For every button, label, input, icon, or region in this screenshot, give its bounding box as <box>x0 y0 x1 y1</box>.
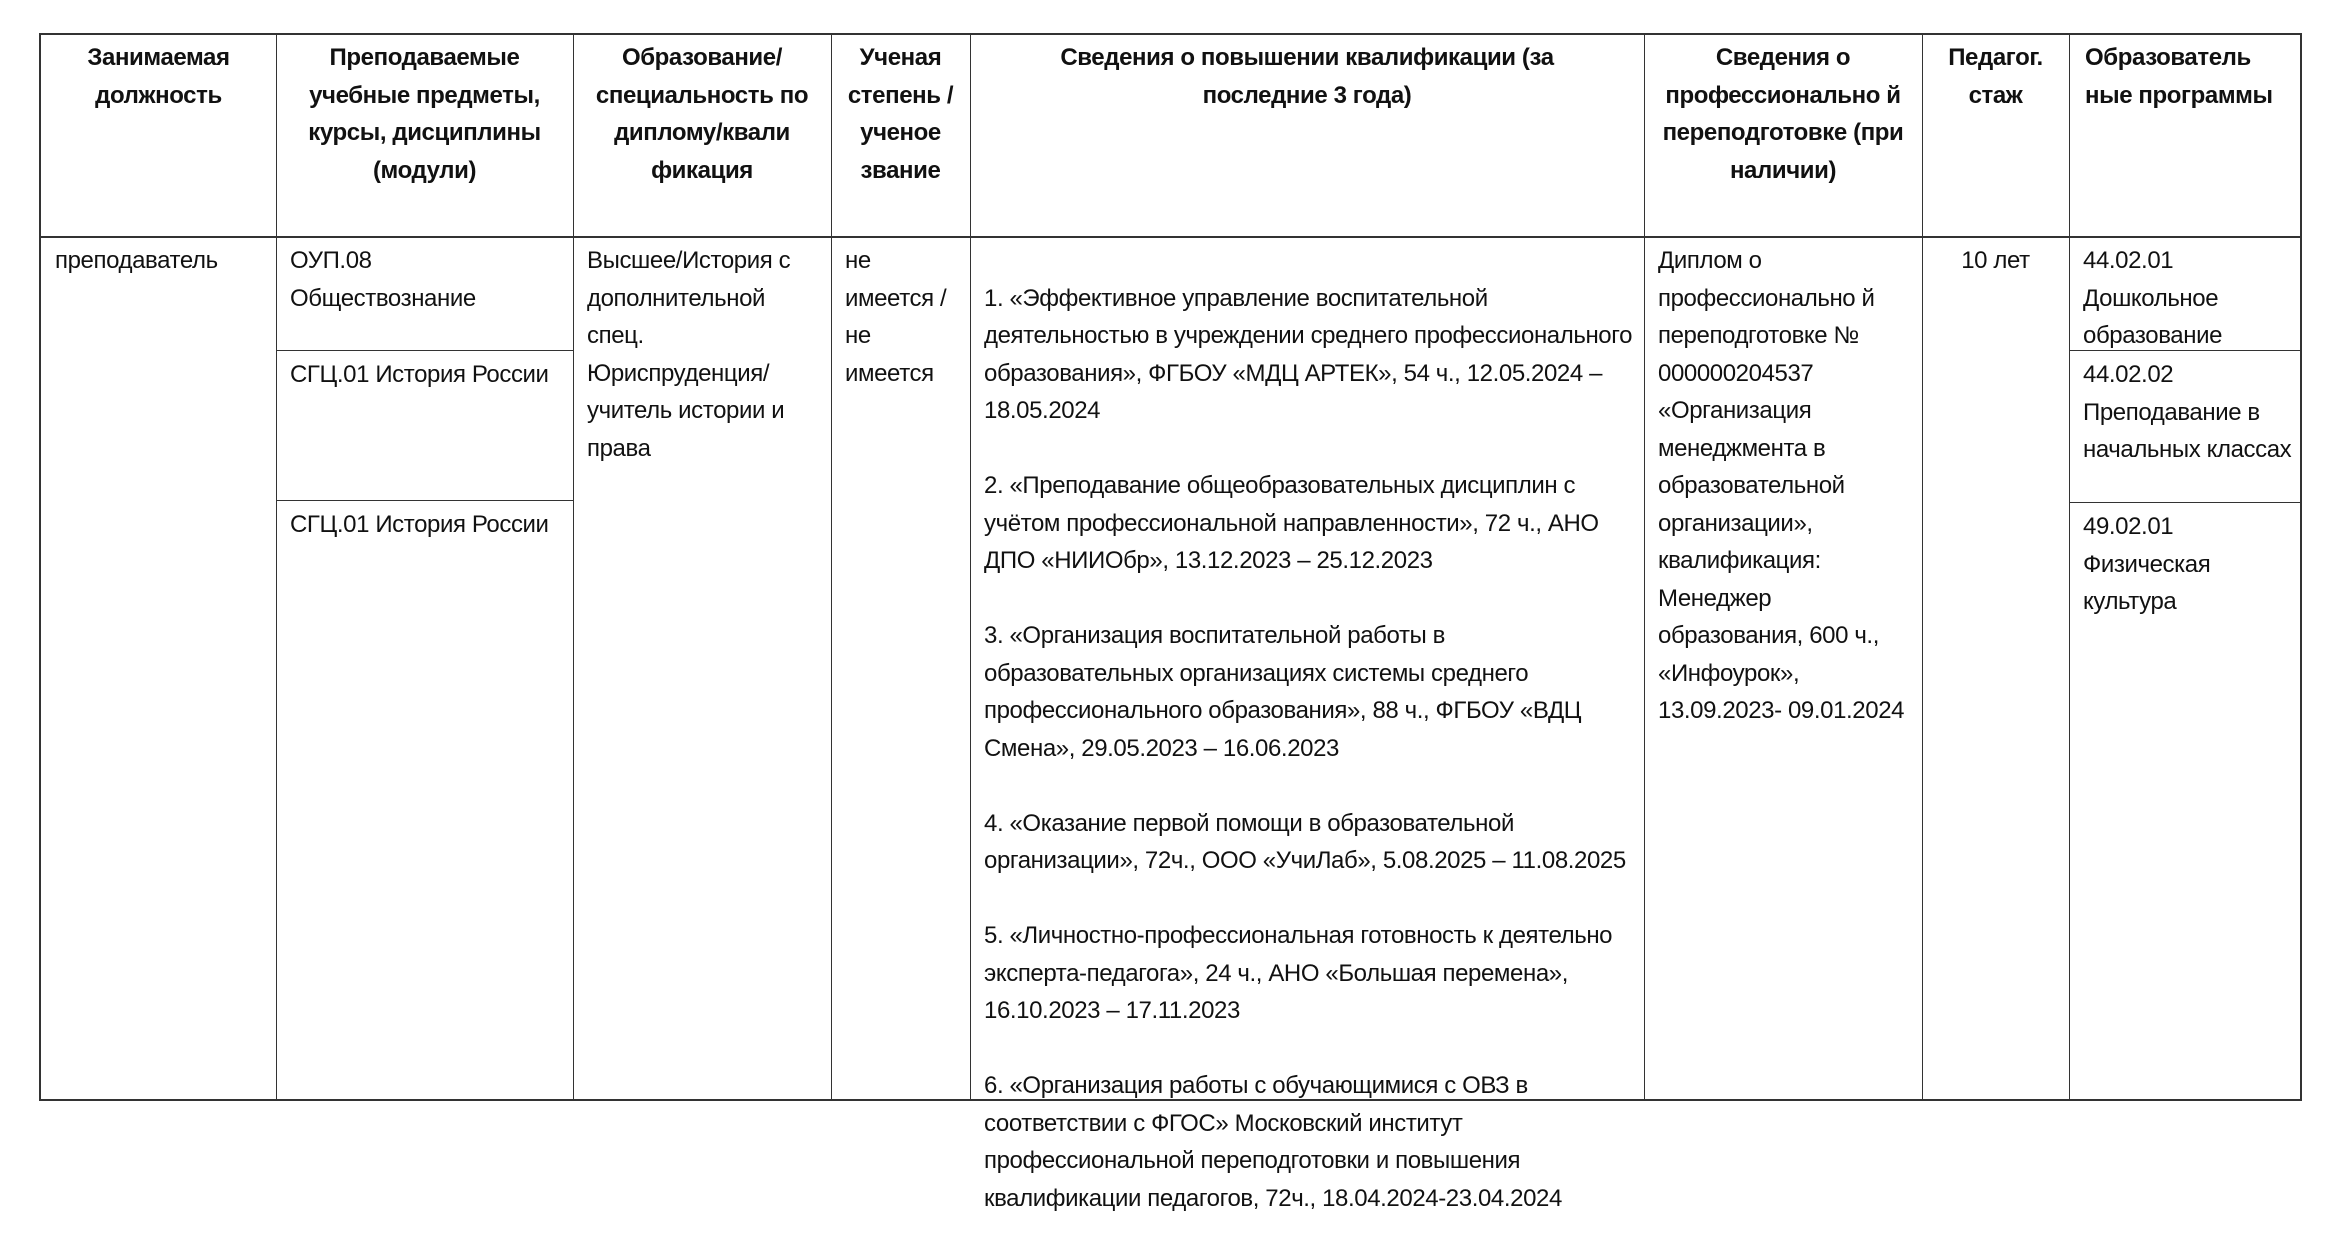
subject-item: СГЦ.01 История России <box>290 511 549 538</box>
qualification-course: 2. «Преподавание общеобразовательных дисциплин с учётом профессиональной направленности», 72 ч., АНО ДПО «НИИОбр», 13.12.2023 – 25.12.2023 <box>984 472 1599 574</box>
program-item: 44.02.02 Преподавание в начальных классах <box>2083 361 2292 463</box>
program-item: 44.02.01 Дошкольное образование <box>2083 247 2223 349</box>
qualification-course: 6. «Организация работы с обучающимися с ОВЗ в соответствии с ФГОС» Московский институт профессиональной переподготовки и повышения квалификации педагогов, 72ч., 18.04.2024-23.04.2024 <box>984 1072 1562 1212</box>
qualification-course: 4. «Оказание первой помощи в образовательной организации», 72ч., ООО «УчиЛаб», 5.08.2025 – 11.08.2025 <box>984 809 1626 874</box>
experience-cell: 10 лет <box>1961 247 2030 274</box>
subject-item: СГЦ.01 История России <box>290 361 549 388</box>
column-divider <box>573 35 574 1099</box>
program-row-divider <box>2069 502 2300 503</box>
header-position: Занимаемая должность <box>87 44 230 109</box>
qualification-cell <box>970 238 1644 1255</box>
column-divider <box>1922 35 1923 1099</box>
qualification-course: 3. «Организация воспитательной работы в образовательных организациях системы среднего профессионального образования», 88 ч., ФГБОУ «ВДЦ Смена», 29.05.2023 – 16.06.2023 <box>984 622 1582 762</box>
subject-row-divider <box>276 500 573 501</box>
header-degree: Ученая степень /ученое звание <box>847 44 954 184</box>
subject-row-divider <box>276 350 573 351</box>
column-divider <box>276 35 277 1099</box>
qualification-course: 1. «Эффективное управление воспитательной деятельностью в учреждении среднего профессионального образования», ФГБОУ «МДЦ АРТЕК», 54 ч., 12.05.2024 – 18.05.2024 <box>984 284 1633 424</box>
qualification-course: 5. «Личностно-профессиональная готовность к деятельно эксперта-педагога», 24 ч., АНО «Большая перемена», 16.10.2023 – 17.11.2023 <box>984 922 1613 1024</box>
program-item: 49.02.01 Физическая культура <box>2083 513 2211 615</box>
retraining-cell: Диплом о профессионально й переподготовке № 000000204537 «Организация менеджмента в образовательной организации», квалификация: Менеджер образования, 600 ч., «Инфоурок», 13.09.2023- 09.01.2024 <box>1658 247 1905 724</box>
position-cell: преподаватель <box>55 247 218 274</box>
degree-cell: не имеется /не имеется <box>845 247 947 387</box>
header-subjects: Преподаваемые учебные предметы, курсы, дисциплины (модули) <box>308 44 541 184</box>
header-experience: Педагог. стаж <box>1948 44 2043 109</box>
subject-item: ОУП.08 Обществознание <box>290 247 476 312</box>
header-education: Образование/ специальность по диплому/квали фикация <box>595 44 809 184</box>
header-programs: Образователь ные программы <box>2085 44 2273 109</box>
header-qualification: Сведения о повышении квалификации (за последние 3 года) <box>1060 44 1554 109</box>
staff-qualification-table <box>39 33 2302 1212</box>
column-divider <box>831 35 832 1099</box>
header-retraining: Сведения о профессионально й переподготовке (при наличии) <box>1662 44 1904 184</box>
education-cell: Высшее/История с дополнительной спец. Юриспруденция/ учитель истории и права <box>587 247 791 462</box>
